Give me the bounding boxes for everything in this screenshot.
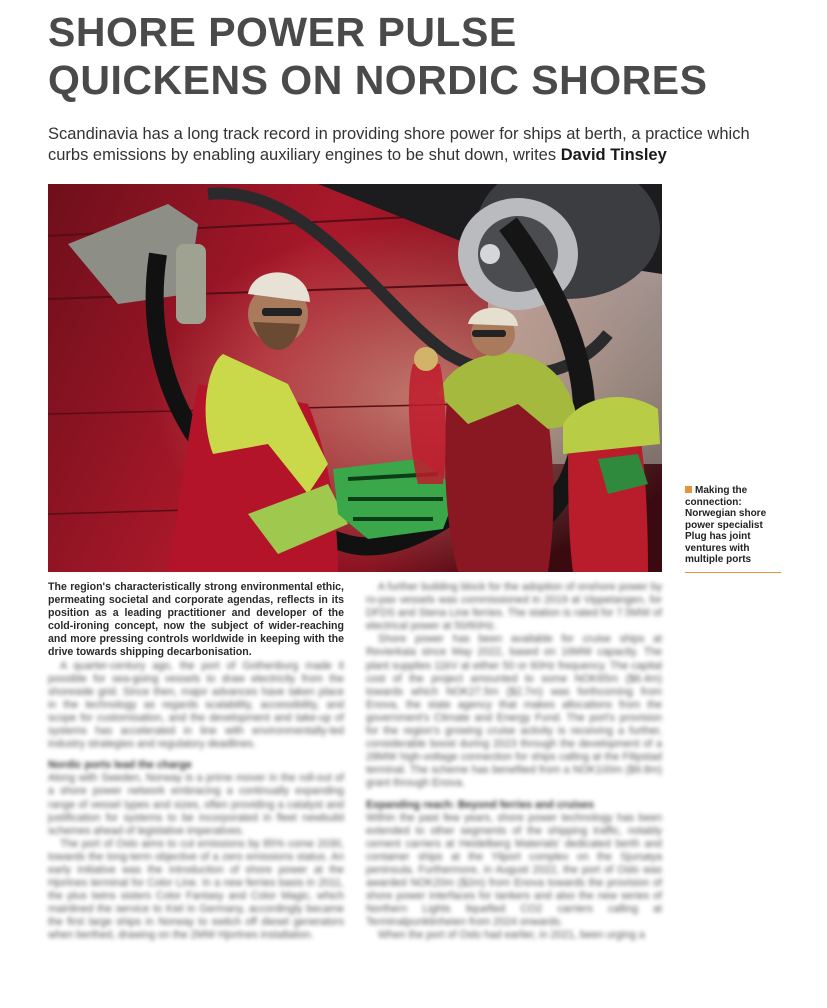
body-column-left — [48, 581, 344, 943]
body-text-left — [48, 660, 344, 943]
body-paragraph: A quarter-century ago, the port of Gothenburg made it possible for sea-going vessels to draw electricity from the shoreside grid. Since then, major advances have taken place in the technology as regards scalability, accessibility, and scope for customisation, and the development and take-up of systems has accelerated in line with environmentally-led industry strategies and regulatory deadlines. — [48, 659, 344, 751]
body-column-right — [366, 581, 662, 943]
body-paragraph: Within the past few years, shore power technology has been extended to other segments of the shipping traffic, notably cement carriers at Heidelberg Materials' dedicated berth and container ships at the Yilport complex on the Sjursøya peninsula. Furthermore, in August 2022, the port of Oslo was awarded NOK20m ($2m) from Enova towards the provision of shore power interfaces for tankers and also the new series of Northern Lights liquefied CO2 carriers calling at Terminalpunktinheien from 2024 onwards. — [366, 811, 662, 929]
article-standfirst — [48, 124, 788, 166]
body-paragraph: Along with Sweden, Norway is a prime mover in the roll-out of a shore power network embracing a continually expanding range of vessel types and sizes, often providing a catalyst and justification for systems to be incorporated in fleet newbuild schemes ahead of legislative imperatives. — [48, 772, 344, 837]
standfirst-text: Scandinavia has a long track record in providing shore power for ships at berth, a practice which curbs emissions by enabling auxiliary engines to be shut down, writes — [48, 125, 750, 164]
article-headline — [48, 8, 707, 104]
body-text-right — [366, 581, 662, 943]
headline-line-2: QUICKENS ON NORDIC SHORES — [48, 57, 708, 103]
body-paragraph: The port of Oslo aims to cut emissions by 85% come 2030, towards the long-term objective of a zero emissions status. An early initiative was the introduction of shore power at the Hjortnes terminal for Color Line. In a new ferries basis in 2011, the plus twins sisters Color Fantasy and Color Magic, which mainlined the service to Kiel in Germany, accordingly became the first large ships in Norway to switch off diesel generators when berthed, drawing on the 2MW Hjortnes installation. — [48, 837, 344, 942]
lead-paragraph: The region's characteristically strong environmental ethic, permeating societal and corporate agendas, reflects in its position as a leading practitioner and developer of the cold-ironing concept, now the subject of wider-reaching and more pressing controls worldwide in keeping with the drive towards shipping decarbonisation. — [48, 581, 344, 659]
body-paragraph: A further building block for the adoption of onshore power by ro-pax vessels was commissioned in 2019 at Vippetangen, for DFDS and Stena Line ferries. The station is rated for 7.5MW of electrical power at 50/60Hz. — [366, 581, 662, 633]
section-subheading: Nordic ports lead the charge — [48, 759, 192, 772]
body-paragraph: Shore power has been available for cruise ships at Revierkaia since May 2022, based on 16MW capacity. The plant supplies 11kV at either 50 or 60Hz frequency. The capital cost of the project amounted to some NOK65m ($6.4m) towards which NOK27.5m ($2.7m) was forthcoming from Enova, the state agency that makes allocations from the government's Climate and Energy Fund. The port's provision for the region's growing cruise activity is receiving a further, considerable boost during 2023 through the development of a 28MW high-voltage connection for ships calling at the Filipstad terminal. The scheme has benefited from a NOK100m ($9.8m) grant through Enova. — [366, 633, 662, 790]
author-name: David Tinsley — [560, 146, 667, 164]
photo-caption — [685, 485, 781, 573]
section-subheading: Expanding reach: Beyond ferries and cruises — [366, 798, 594, 811]
headline-line-1: SHORE POWER PULSE — [48, 9, 517, 55]
article-photo — [48, 184, 662, 572]
body-paragraph: When the port of Oslo had earlier, in 2021, been urging a — [378, 929, 645, 942]
caption-marker-icon — [685, 486, 692, 493]
caption-text: Making the connection: Norwegian shore power specialist Plug has joint ventures with multiple ports — [685, 485, 767, 565]
